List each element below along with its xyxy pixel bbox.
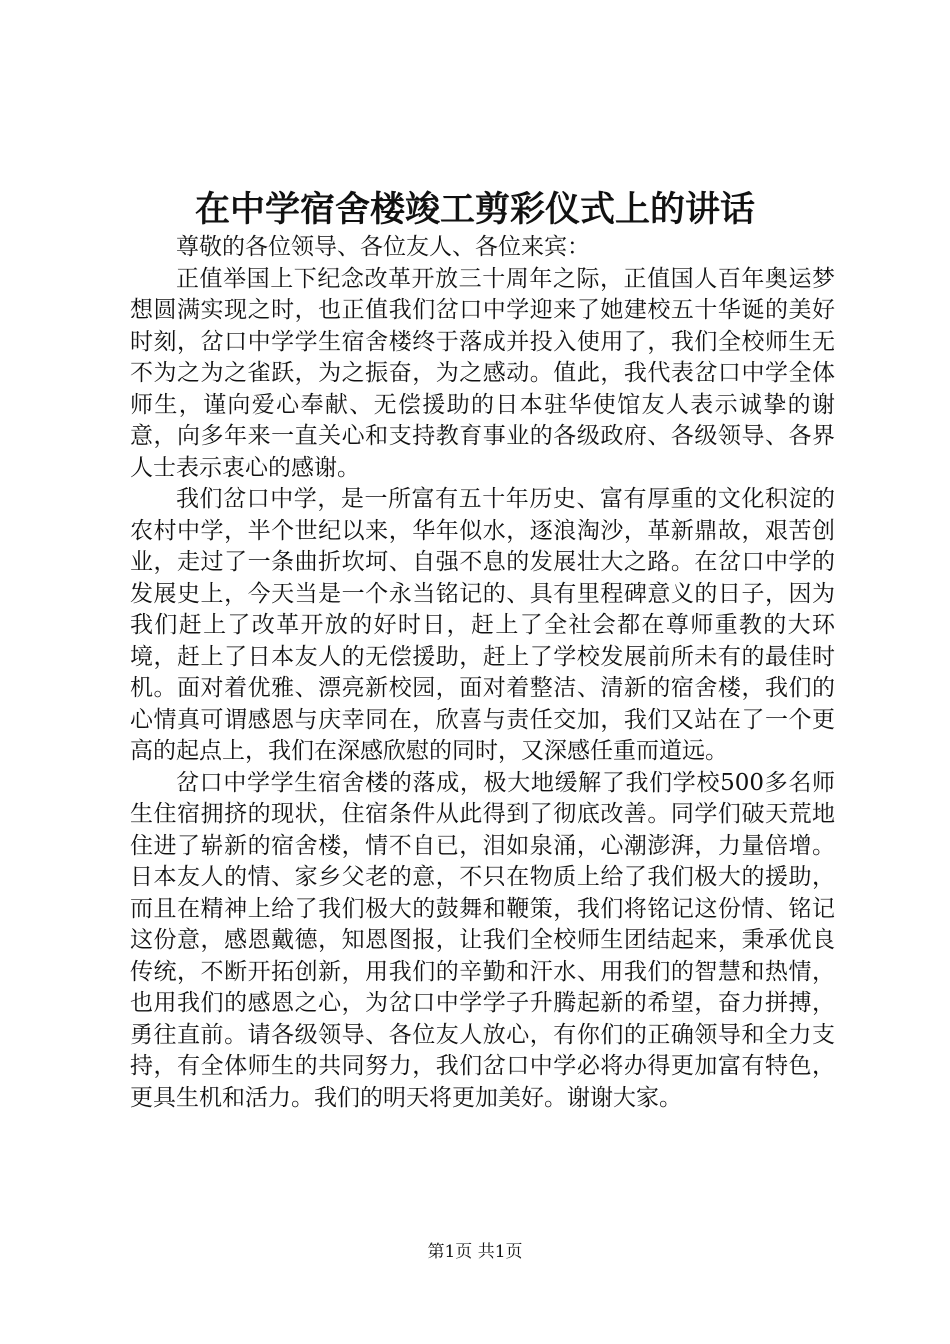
- salutation-paragraph: 尊敬的各位领导、各位友人、各位来宾：: [176, 234, 590, 260]
- body-paragraph: 岔口中学学生宿舍楼的落成，极大地缓解了我们学校500多名师生住宿拥挤的现状，住宿条件从此得到了彻底改善。同学们破天荒地住进了崭新的宿舍楼，情不自已，泪如泉涌，心潮澎湃，力量倍增。日本友人的情、家乡父老的意，不只在物质上给了我们极大的援助，而且在精神上给了我们极大的鼓舞和鞭策，我们将铭记这份情、铭记这份意，感恩戴德，知恩图报，让我们全校师生团结起来，秉承优良传统，不断开拓创新，用我们的辛勤和汗水、用我们的智慧和热情，也用我们的感恩之心，为岔口中学学子升腾起新的希望，奋力拼搏，勇往直前。请各级领导、各位友人放心，有你们的正确领导和全力支持，有全体师生的共同努力，我们岔口中学必将办得更加富有特色，更具生机和活力。我们的明天将更加美好。谢谢大家。: [130, 769, 835, 1111]
- document-title: 在中学宿舍楼竣工剪彩仪式上的讲话: [194, 189, 755, 230]
- body-paragraph: 正值举国上下纪念改革开放三十周年之际，正值国人百年奥运梦想圆满实现之时，也正值我们岔口中学迎来了她建校五十华诞的美好时刻，岔口中学学生宿舍楼终于落成并投入使用了，我们全校师生无不为之为之雀跃，为之振奋，为之感动。值此，我代表岔口中学全体师生，谨向爱心奉献、无偿援助的日本驻华使馆友人表示诚挚的谢意，向多年来一直关心和支持教育事业的各级政府、各级领导、各界人士表示衷心的感谢。: [130, 265, 835, 481]
- page-number-footer: 第1页 共1页: [427, 1242, 523, 1262]
- body-paragraph: 我们岔口中学，是一所富有五十年历史、富有厚重的文化积淀的农村中学，半个世纪以来，华年似水，逐浪淘沙，革新鼎故，艰苦创业，走过了一条曲折坎坷、自强不息的发展壮大之路。在岔口中学的发展史上，今天当是一个永当铭记的、具有里程碑意义的日子，因为我们赶上了改革开放的好时日，赶上了全社会都在尊师重教的大环境，赶上了日本友人的无偿援助，赶上了学校发展前所未有的最佳时机。面对着优雅、漂亮新校园，面对着整洁、清新的宿舍楼，我们的心情真可谓感恩与庆幸同在，欣喜与责任交加，我们又站在了一个更高的起点上，我们在深感欣慰的同时，又深感任重而道远。: [130, 486, 835, 764]
- document-body: [130, 232, 835, 1114]
